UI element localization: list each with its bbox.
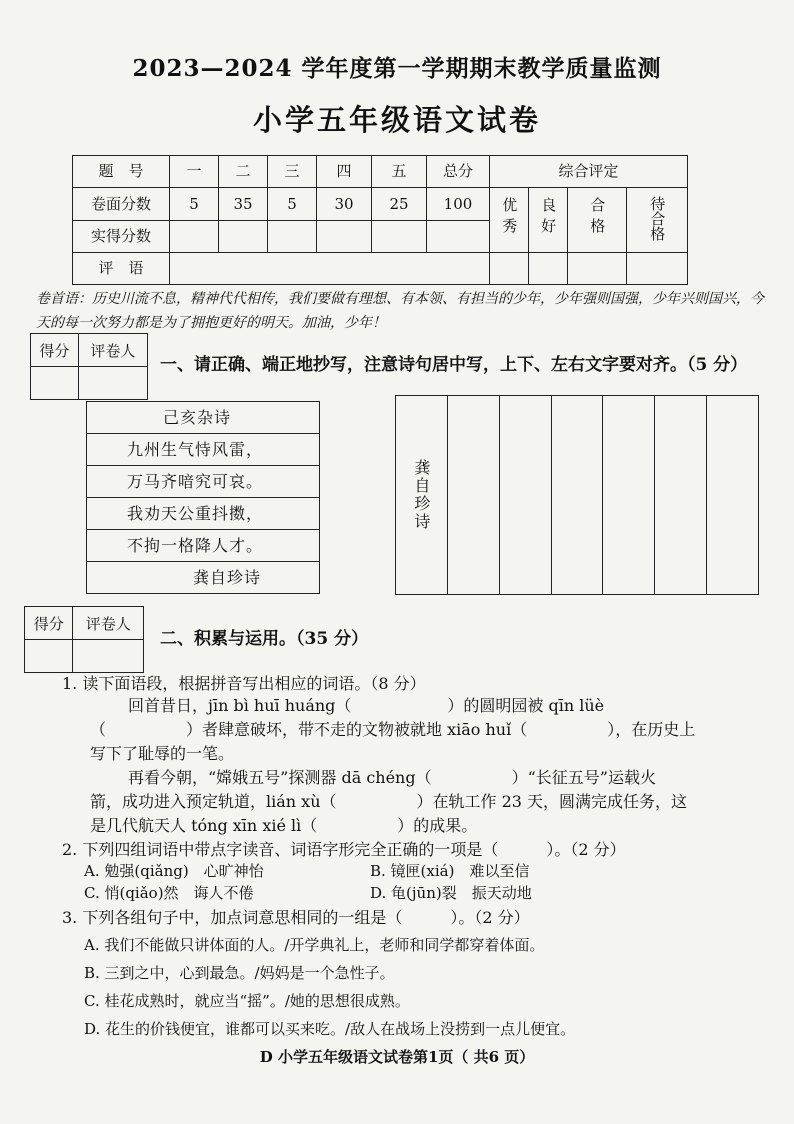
grader-label: 评卷人 xyxy=(73,607,144,640)
q1-line: 回首昔日，jīn bì huī huáng（ ）的圆明园被 qīn lüè xyxy=(128,696,605,715)
score-slot[interactable] xyxy=(31,367,79,400)
q1-line: 是几代航天人 tóng xīn xié lì（ ）的成果。 xyxy=(90,816,478,835)
q3-option-d[interactable]: D. 花生的价钱便宜，谁都可以买来吃。/敌人在战场上没捞到一点儿便宜。 xyxy=(84,1020,576,1038)
grader-slot[interactable] xyxy=(78,367,147,400)
grader-label: 评卷人 xyxy=(78,334,147,367)
poem-line: 我劝天公重抖擞， xyxy=(87,498,319,530)
points-cell: 35 xyxy=(219,188,268,220)
grade-good: 良好 xyxy=(539,197,558,240)
poem-author: 龚自珍诗 xyxy=(193,568,262,587)
score-label: 得分 xyxy=(25,607,73,640)
points-cell: 100 xyxy=(427,188,490,220)
q1-line: 再看今朝，“嫦娥五号”探测器 dā chéng（ ）“长征五号”运载火 xyxy=(128,768,656,787)
col-header: 总分 xyxy=(427,156,490,188)
actual-score-cell[interactable] xyxy=(170,220,219,252)
exam-title: 小学五年级语文试卷 xyxy=(252,103,541,137)
score-slot[interactable] xyxy=(25,640,73,673)
copy-column[interactable] xyxy=(499,396,551,594)
eval-cell[interactable] xyxy=(627,252,688,284)
section-2-heading: 二、积累与运用。（35 分） xyxy=(160,629,369,649)
col-header: 二 xyxy=(219,156,268,188)
q3-option-b[interactable]: B. 三到之中，心到最急。/妈妈是一个急性子。 xyxy=(84,964,395,982)
row-label: 实得分数 xyxy=(73,220,170,252)
actual-score-cell[interactable] xyxy=(219,220,268,252)
copy-column[interactable] xyxy=(447,396,499,594)
q2-option-d[interactable]: D. 龟(jūn)裂 振天动地 xyxy=(370,884,532,902)
row-label: 评 语 xyxy=(73,252,170,284)
question-1-stem: 1. 读下面语段，根据拼音写出相应的词语。（8 分） xyxy=(62,674,426,693)
eval-cell[interactable] xyxy=(529,252,568,284)
overall-eval-header: 综合评定 xyxy=(490,156,688,188)
poem-line: 九州生气恃风雷， xyxy=(87,434,319,466)
q1-line: 写下了耻辱的一笔。 xyxy=(90,744,235,763)
copy-column[interactable] xyxy=(706,396,758,594)
poem-title: 己亥杂诗 xyxy=(87,402,319,434)
row-label: 题 号 xyxy=(73,156,170,188)
grade-excellent: 优秀 xyxy=(500,197,519,240)
section-1-heading: 一、请正确、端正地抄写，注意诗句居中写，上下、左右文字要对齐。（5 分） xyxy=(160,355,748,375)
question-3-stem: 3. 下列各组句子中，加点词意思相同的一组是（ ）。（2 分） xyxy=(62,908,530,927)
poem-line: 不拘一格降人才。 xyxy=(87,530,319,562)
preface-text: 卷首语：历史川流不息，精神代代相传，我们要做有理想、有本领、有担当的少年，少年强则国强，少年兴则国兴，今天的每一次努力都是为了拥抱更好的明天。加油，少年！ xyxy=(36,291,764,331)
points-cell: 25 xyxy=(372,188,427,220)
row-label: 卷面分数 xyxy=(73,188,170,220)
poem-line: 万马齐喑究可哀。 xyxy=(87,466,319,498)
actual-score-cell[interactable] xyxy=(268,220,317,252)
q2-option-c[interactable]: C. 悄(qiǎo)然 诲人不倦 xyxy=(84,884,254,902)
score-label: 得分 xyxy=(31,334,79,367)
col-header: 五 xyxy=(372,156,427,188)
q3-option-c[interactable]: C. 桂花成熟时，就应当“摇”。/她的思想很成熟。 xyxy=(84,992,410,1010)
points-cell: 5 xyxy=(268,188,317,220)
copy-grid xyxy=(395,395,759,595)
question-2-stem: 2. 下列四组词语中带点字读音、词语字形完全正确的一项是（ ）。（2 分） xyxy=(62,840,626,859)
grader-box-1 xyxy=(30,333,148,400)
grid-author-label: 龚自珍诗 xyxy=(411,459,431,531)
q1-line: 箭，成功进入预定轨道，lián xù（ ）在轨工作 23 天，圆满完成任务，这 xyxy=(90,792,688,811)
copy-column[interactable] xyxy=(551,396,603,594)
comment-cell[interactable] xyxy=(170,252,490,284)
col-header: 一 xyxy=(170,156,219,188)
poem-source xyxy=(86,401,320,594)
q2-option-b[interactable]: B. 镜匣(xiá) 难以至信 xyxy=(370,862,530,880)
eval-cell[interactable] xyxy=(568,252,627,284)
actual-score-cell[interactable] xyxy=(372,220,427,252)
col-header: 四 xyxy=(317,156,372,188)
grade-needs-pass: 待合格 xyxy=(648,195,667,241)
copy-column[interactable] xyxy=(602,396,654,594)
points-cell: 30 xyxy=(317,188,372,220)
actual-score-cell[interactable] xyxy=(427,220,490,252)
exam-period-title: 2023—2024 学年度第一学期期末教学质量监测 xyxy=(132,55,662,82)
score-table xyxy=(72,155,688,285)
grader-box-2 xyxy=(24,606,144,673)
eval-cell[interactable] xyxy=(490,252,529,284)
page-footer: D 小学五年级语文试卷第1页（ 共6 页） xyxy=(259,1048,535,1066)
q3-option-a[interactable]: A. 我们不能做只讲体面的人。/开学典礼上，老师和同学都穿着体面。 xyxy=(84,936,545,954)
grade-pass: 合格 xyxy=(588,197,607,240)
grader-slot[interactable] xyxy=(73,640,144,673)
col-header: 三 xyxy=(268,156,317,188)
actual-score-cell[interactable] xyxy=(317,220,372,252)
copy-column[interactable] xyxy=(654,396,706,594)
points-cell: 5 xyxy=(170,188,219,220)
q1-line: （ ）者肆意破坏，带不走的文物被就地 xiāo huǐ（ ），在历史上 xyxy=(90,720,696,739)
q2-option-a[interactable]: A. 勉强(qiǎng) 心旷神怡 xyxy=(84,862,264,880)
